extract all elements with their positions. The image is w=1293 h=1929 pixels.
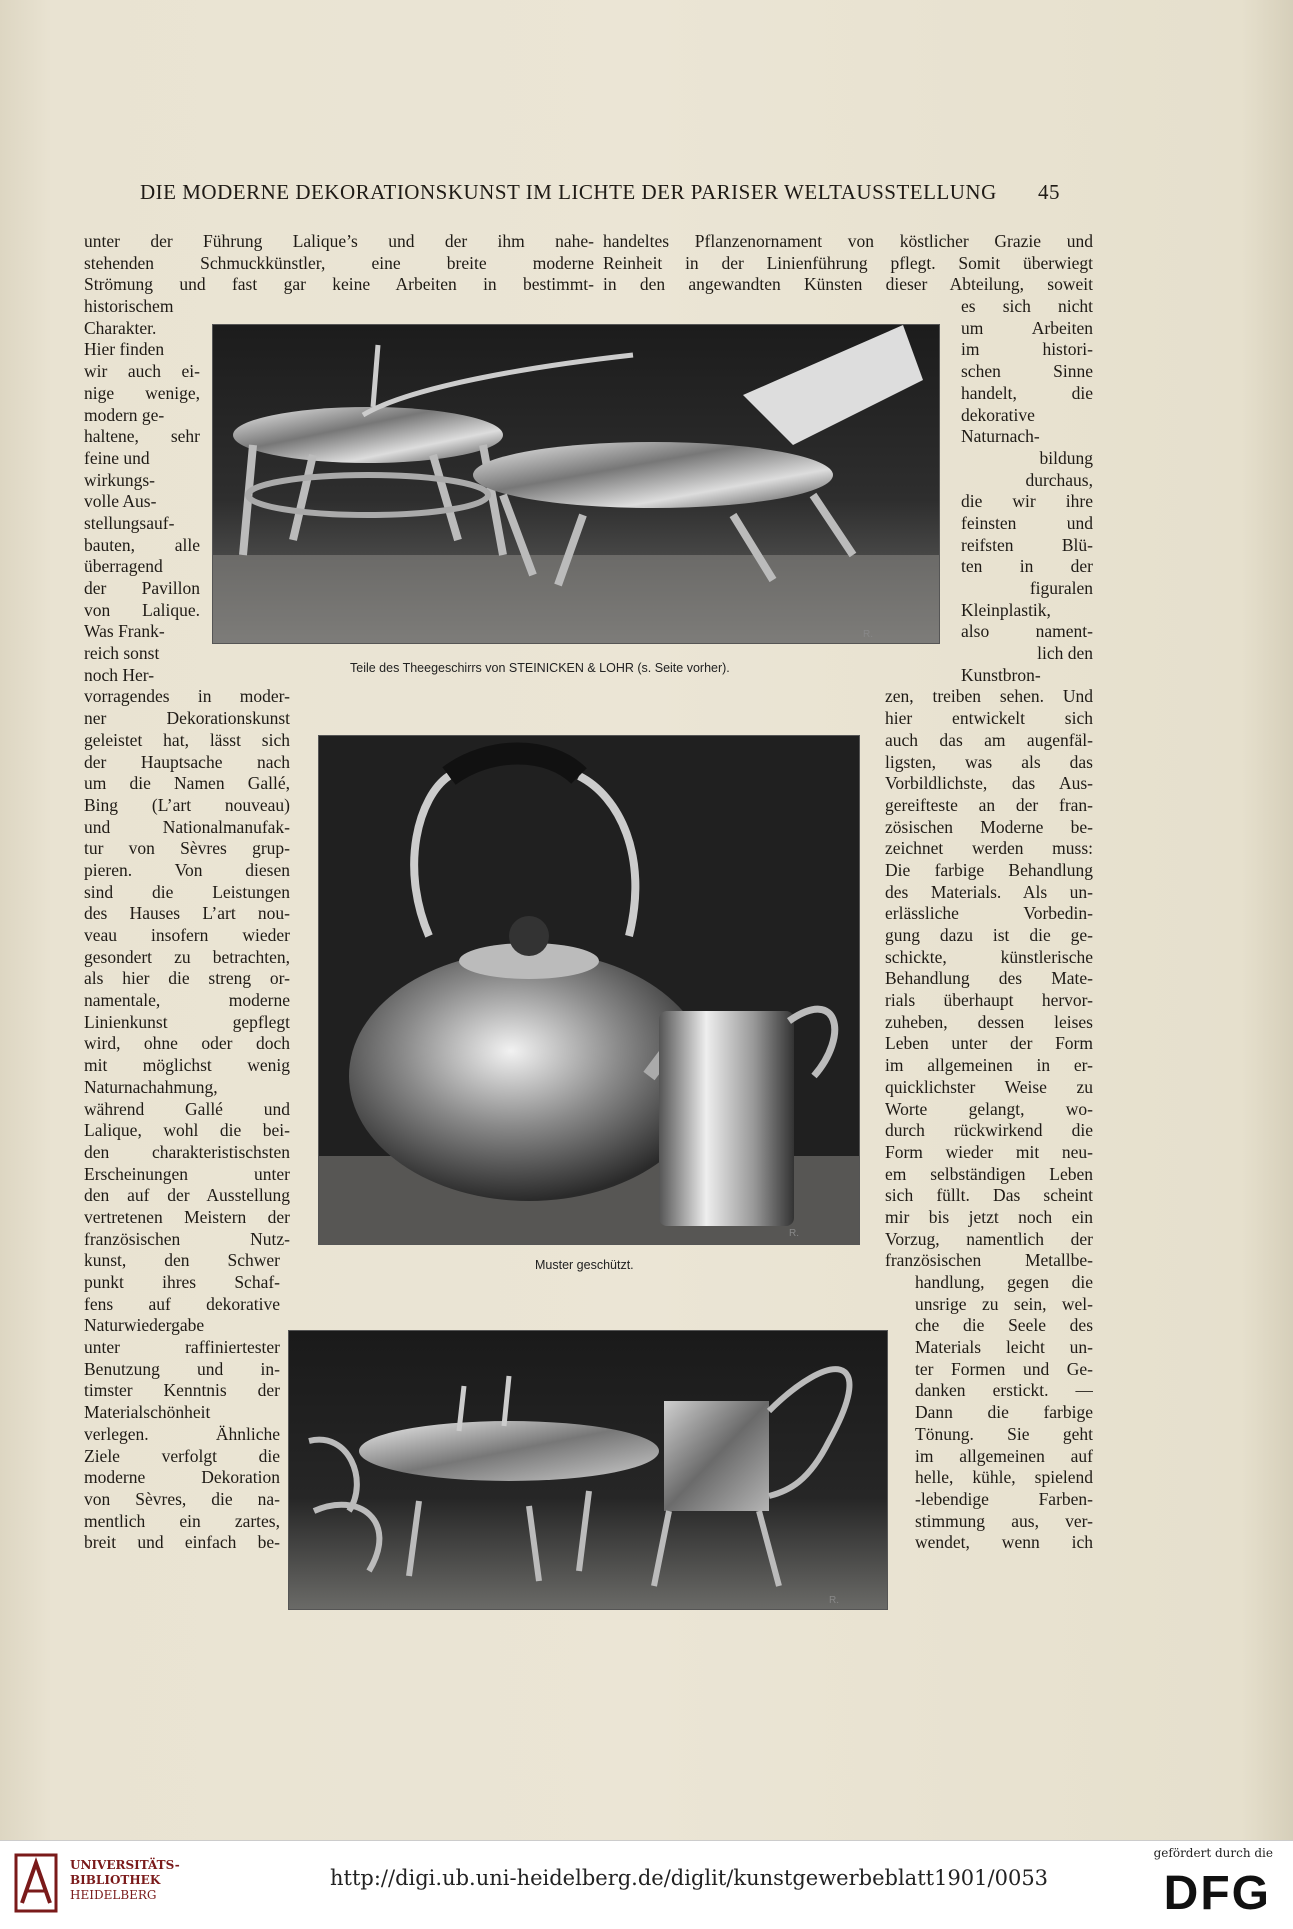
header-title: DIE MODERNE DEKORATIONSKUNST IM LICHTE DER PARISER WELTAUSSTELLUNG <box>140 180 997 204</box>
left-column-line: stellungsauf- <box>84 512 175 533</box>
right-column-line: erlässliche Vorbedin- <box>885 903 1093 924</box>
right-column-line: mir bis jetzt noch ein <box>885 1206 1093 1227</box>
left-column-line: Hier finden <box>84 339 165 360</box>
caption-top: Teile des Theegeschirrs von STEINICKEN & LOHR (s. Seite vorher). <box>350 661 730 675</box>
right-column-line: gung dazu ist die ge- <box>885 925 1093 945</box>
right-column-line: danken erstickt. — <box>915 1380 1093 1401</box>
right-column-line: im allgemeinen in er- <box>885 1055 1093 1076</box>
right-column-line: Leben unter der Form <box>885 1033 1093 1054</box>
left-column-line: timster Kenntnis der <box>84 1380 280 1401</box>
right-column-line: Naturnach- <box>961 426 1040 447</box>
right-column-line: schen Sinne <box>961 361 1093 382</box>
left-column-line: Linienkunst gepflegt <box>84 1011 290 1032</box>
right-column-line: zuheben, dessen leises <box>885 1011 1093 1032</box>
right-column-line: Die farbige Behandlung <box>885 859 1093 880</box>
right-column-line: ter Formen und Ge- <box>915 1358 1093 1379</box>
right-column-line: auch das am augenfäl- <box>885 729 1093 750</box>
left-column-line: von Lalique. <box>84 599 200 620</box>
left-column-line: unter raffiniertester <box>84 1337 280 1358</box>
left-column-line: Benutzung und in- <box>84 1358 280 1379</box>
left-column-line: der Pavillon <box>84 578 200 598</box>
right-column-line: in den angewandten Künsten dieser Abteilung, soweit <box>603 274 1093 295</box>
right-column-line: im histori- <box>961 339 1093 360</box>
right-column-line: französischen Metallbe- <box>885 1250 1093 1271</box>
left-column-line: der Hauptsache nach <box>84 751 290 772</box>
right-column-line: Kleinplastik, <box>961 599 1051 620</box>
svg-text:R.: R. <box>829 1595 839 1606</box>
left-column-line: Lalique, wohl die bei- <box>84 1120 290 1141</box>
left-column-line: wir auch ei- <box>84 361 200 382</box>
right-column-line: Reinheit in der Linienführung pflegt. Somit überwiegt <box>603 252 1093 273</box>
running-header <box>140 180 1060 210</box>
right-column-line: Dann die farbige <box>915 1402 1093 1423</box>
left-column-line: Charakter. <box>84 317 157 338</box>
sponsor-label: gefördert durch die <box>1153 1846 1273 1860</box>
caption-middle: Muster geschützt. <box>535 1258 634 1272</box>
right-column-line: che die Seele des <box>915 1315 1093 1336</box>
right-column-line: Tönung. Sie geht <box>915 1423 1093 1444</box>
right-column-line: feinsten und <box>961 512 1093 533</box>
left-column-line: mit möglichst wenig <box>84 1055 290 1076</box>
right-column-line: bildung <box>1039 447 1093 468</box>
right-column-line: em selbständigen Leben <box>885 1163 1093 1184</box>
page-number: 45 <box>1038 180 1060 204</box>
right-column-line: Behandlung des Mate- <box>885 968 1093 989</box>
left-column-line: vorragendes in moder- <box>84 686 290 707</box>
left-column-line: wird, ohne oder doch <box>84 1033 290 1054</box>
right-column-line: unsrige zu sein, wel- <box>915 1293 1093 1314</box>
right-column-line: Form wieder mit neu- <box>885 1141 1093 1162</box>
left-column-line: verlegen. Ähnliche <box>84 1423 280 1444</box>
left-column-line: reich sonst <box>84 643 160 664</box>
right-column-line: um Arbeiten <box>961 317 1093 338</box>
university-library-logo-icon <box>14 1853 58 1913</box>
svg-text:R.: R. <box>863 629 873 640</box>
left-column-line: Materialschönheit <box>84 1402 211 1423</box>
left-column-line: tur von Sèvres grup- <box>84 838 290 859</box>
left-column-line: feine und <box>84 447 150 468</box>
right-column-line: reifsten Blü- <box>961 534 1093 555</box>
left-column-line: fens auf dekorative <box>84 1293 280 1314</box>
left-column-line: punkt ihres Schaf- <box>84 1272 280 1292</box>
left-column-line: wirkungs- <box>84 469 155 490</box>
right-column-line: helle, kühle, spielend <box>915 1467 1093 1488</box>
left-column-line: breit und einfach be- <box>84 1532 280 1553</box>
right-column-line: stimmung aus, ver- <box>915 1510 1093 1531</box>
source-url-link[interactable]: http://digi.ub.uni-heidelberg.de/diglit/kunstgewerbeblatt1901/0053 <box>330 1866 1049 1890</box>
right-column-line: zen, treiben sehen. Und <box>885 686 1093 707</box>
left-column-line: kunst, den Schwer <box>84 1250 280 1271</box>
left-column-line: veau insofern wieder <box>84 925 290 945</box>
left-column-line: bauten, alle <box>84 534 200 555</box>
left-column-line: unter der Führung Lalique’s und der ihm nahe- <box>84 231 594 251</box>
right-column-line: wendet, wenn ich <box>915 1532 1093 1553</box>
left-column-line: noch Her- <box>84 664 155 685</box>
right-column-line: quicklichster Weise zu <box>885 1076 1093 1097</box>
left-column-line: volle Aus- <box>84 491 157 512</box>
left-column-line: Naturnachahmung, <box>84 1076 218 1097</box>
left-column-line: als hier die streng or- <box>84 968 290 989</box>
left-column-line: um die Namen Gallé, <box>84 773 290 794</box>
right-column-line: durchaus, <box>1025 469 1093 490</box>
svg-text:R.: R. <box>789 1228 799 1239</box>
right-column-line: Kunstbron- <box>961 664 1041 685</box>
left-column-line: historischem <box>84 296 174 317</box>
left-column-line: französischen Nutz- <box>84 1228 290 1249</box>
right-column-line: des Materials. Als un- <box>885 881 1093 902</box>
right-column-line: figuralen <box>1029 578 1093 598</box>
left-column-line: Erscheinungen unter <box>84 1163 290 1184</box>
right-column-line: sich füllt. Das scheint <box>885 1185 1093 1206</box>
left-column-line: gesondert zu betrachten, <box>84 946 290 967</box>
left-column-line: des Hauses L’art nou- <box>84 903 290 924</box>
left-column-line: stehenden Schmuckkünstler, eine breite moderne <box>84 252 594 273</box>
right-column-line: im allgemeinen auf <box>915 1445 1093 1466</box>
left-column-line: und Nationalmanufak- <box>84 816 290 837</box>
right-column <box>603 231 1093 1554</box>
left-column-line: ner Dekorationskunst <box>84 708 290 729</box>
right-column-line: Vorbildlichste, das Aus- <box>885 773 1093 794</box>
right-column-line: Vorzug, namentlich der <box>885 1228 1093 1249</box>
right-column-line: Materials leicht un- <box>915 1337 1093 1358</box>
right-column-line: ten in der <box>961 556 1093 577</box>
left-column-line: mentlich ein zartes, <box>84 1510 280 1531</box>
left-column-line: namentale, moderne <box>84 990 290 1011</box>
right-column-line: handeltes Pflanzenornament von köstlicher Grazie und <box>603 231 1093 251</box>
left-column <box>84 231 594 1554</box>
left-column-line: Naturwiedergabe <box>84 1315 205 1336</box>
right-column-line: gereifteste an der fran- <box>885 794 1093 815</box>
left-column-line: modern ge- <box>84 404 165 425</box>
right-column-line: Worte gelangt, wo- <box>885 1098 1093 1119</box>
left-column-line: den auf der Ausstellung <box>84 1185 290 1206</box>
right-column-line: lich den <box>1037 643 1093 664</box>
left-column-line: während Gallé und <box>84 1098 290 1119</box>
right-column-line: handlung, gegen die <box>915 1272 1093 1292</box>
left-column-line: den charakteristischsten <box>84 1141 290 1162</box>
right-column-line: hier entwickelt sich <box>885 708 1093 729</box>
left-column-line: sind die Leistungen <box>84 881 290 902</box>
right-column-line: es sich nicht <box>961 296 1093 317</box>
right-column-line: dekorative <box>961 404 1035 425</box>
right-column-line: zeichnet werden muss: <box>885 838 1093 859</box>
left-column-line: pieren. Von diesen <box>84 859 290 880</box>
right-column-line: die wir ihre <box>961 491 1093 512</box>
left-column-line: nige wenige, <box>84 382 200 403</box>
left-column-line: Was Frank- <box>84 621 165 642</box>
right-column-line: ligsten, was als das <box>885 751 1093 772</box>
left-column-line: Ziele verfolgt die <box>84 1445 280 1466</box>
left-column-line: haltene, sehr <box>84 426 200 447</box>
right-column-line: schickte, künstlerische <box>885 946 1093 967</box>
right-column-line: zösischen Moderne be- <box>885 816 1093 837</box>
left-column-line: geleistet hat, lässt sich <box>84 729 290 750</box>
left-column-line: moderne Dekoration <box>84 1467 280 1488</box>
left-column-line: vertretenen Meistern der <box>84 1206 290 1227</box>
dfg-logo: DFG <box>1163 1867 1271 1920</box>
university-library-name: UNIVERSITÄTS- BIBLIOTHEK HEIDELBERG <box>70 1858 180 1902</box>
right-column-line: handelt, die <box>961 382 1093 403</box>
right-column-line: durch rückwirkend die <box>885 1120 1093 1141</box>
right-column-line: rials überhaupt hervor- <box>885 990 1093 1011</box>
left-column-line: überragend <box>84 556 163 577</box>
left-column-line: Bing (L’art nouveau) <box>84 794 290 815</box>
right-column-line: -lebendige Farben- <box>915 1488 1093 1509</box>
right-column-line: also nament- <box>961 621 1093 642</box>
left-column-line: von Sèvres, die na- <box>84 1488 280 1509</box>
left-column-line: Strömung und fast gar keine Arbeiten in bestimmt- <box>84 274 594 295</box>
